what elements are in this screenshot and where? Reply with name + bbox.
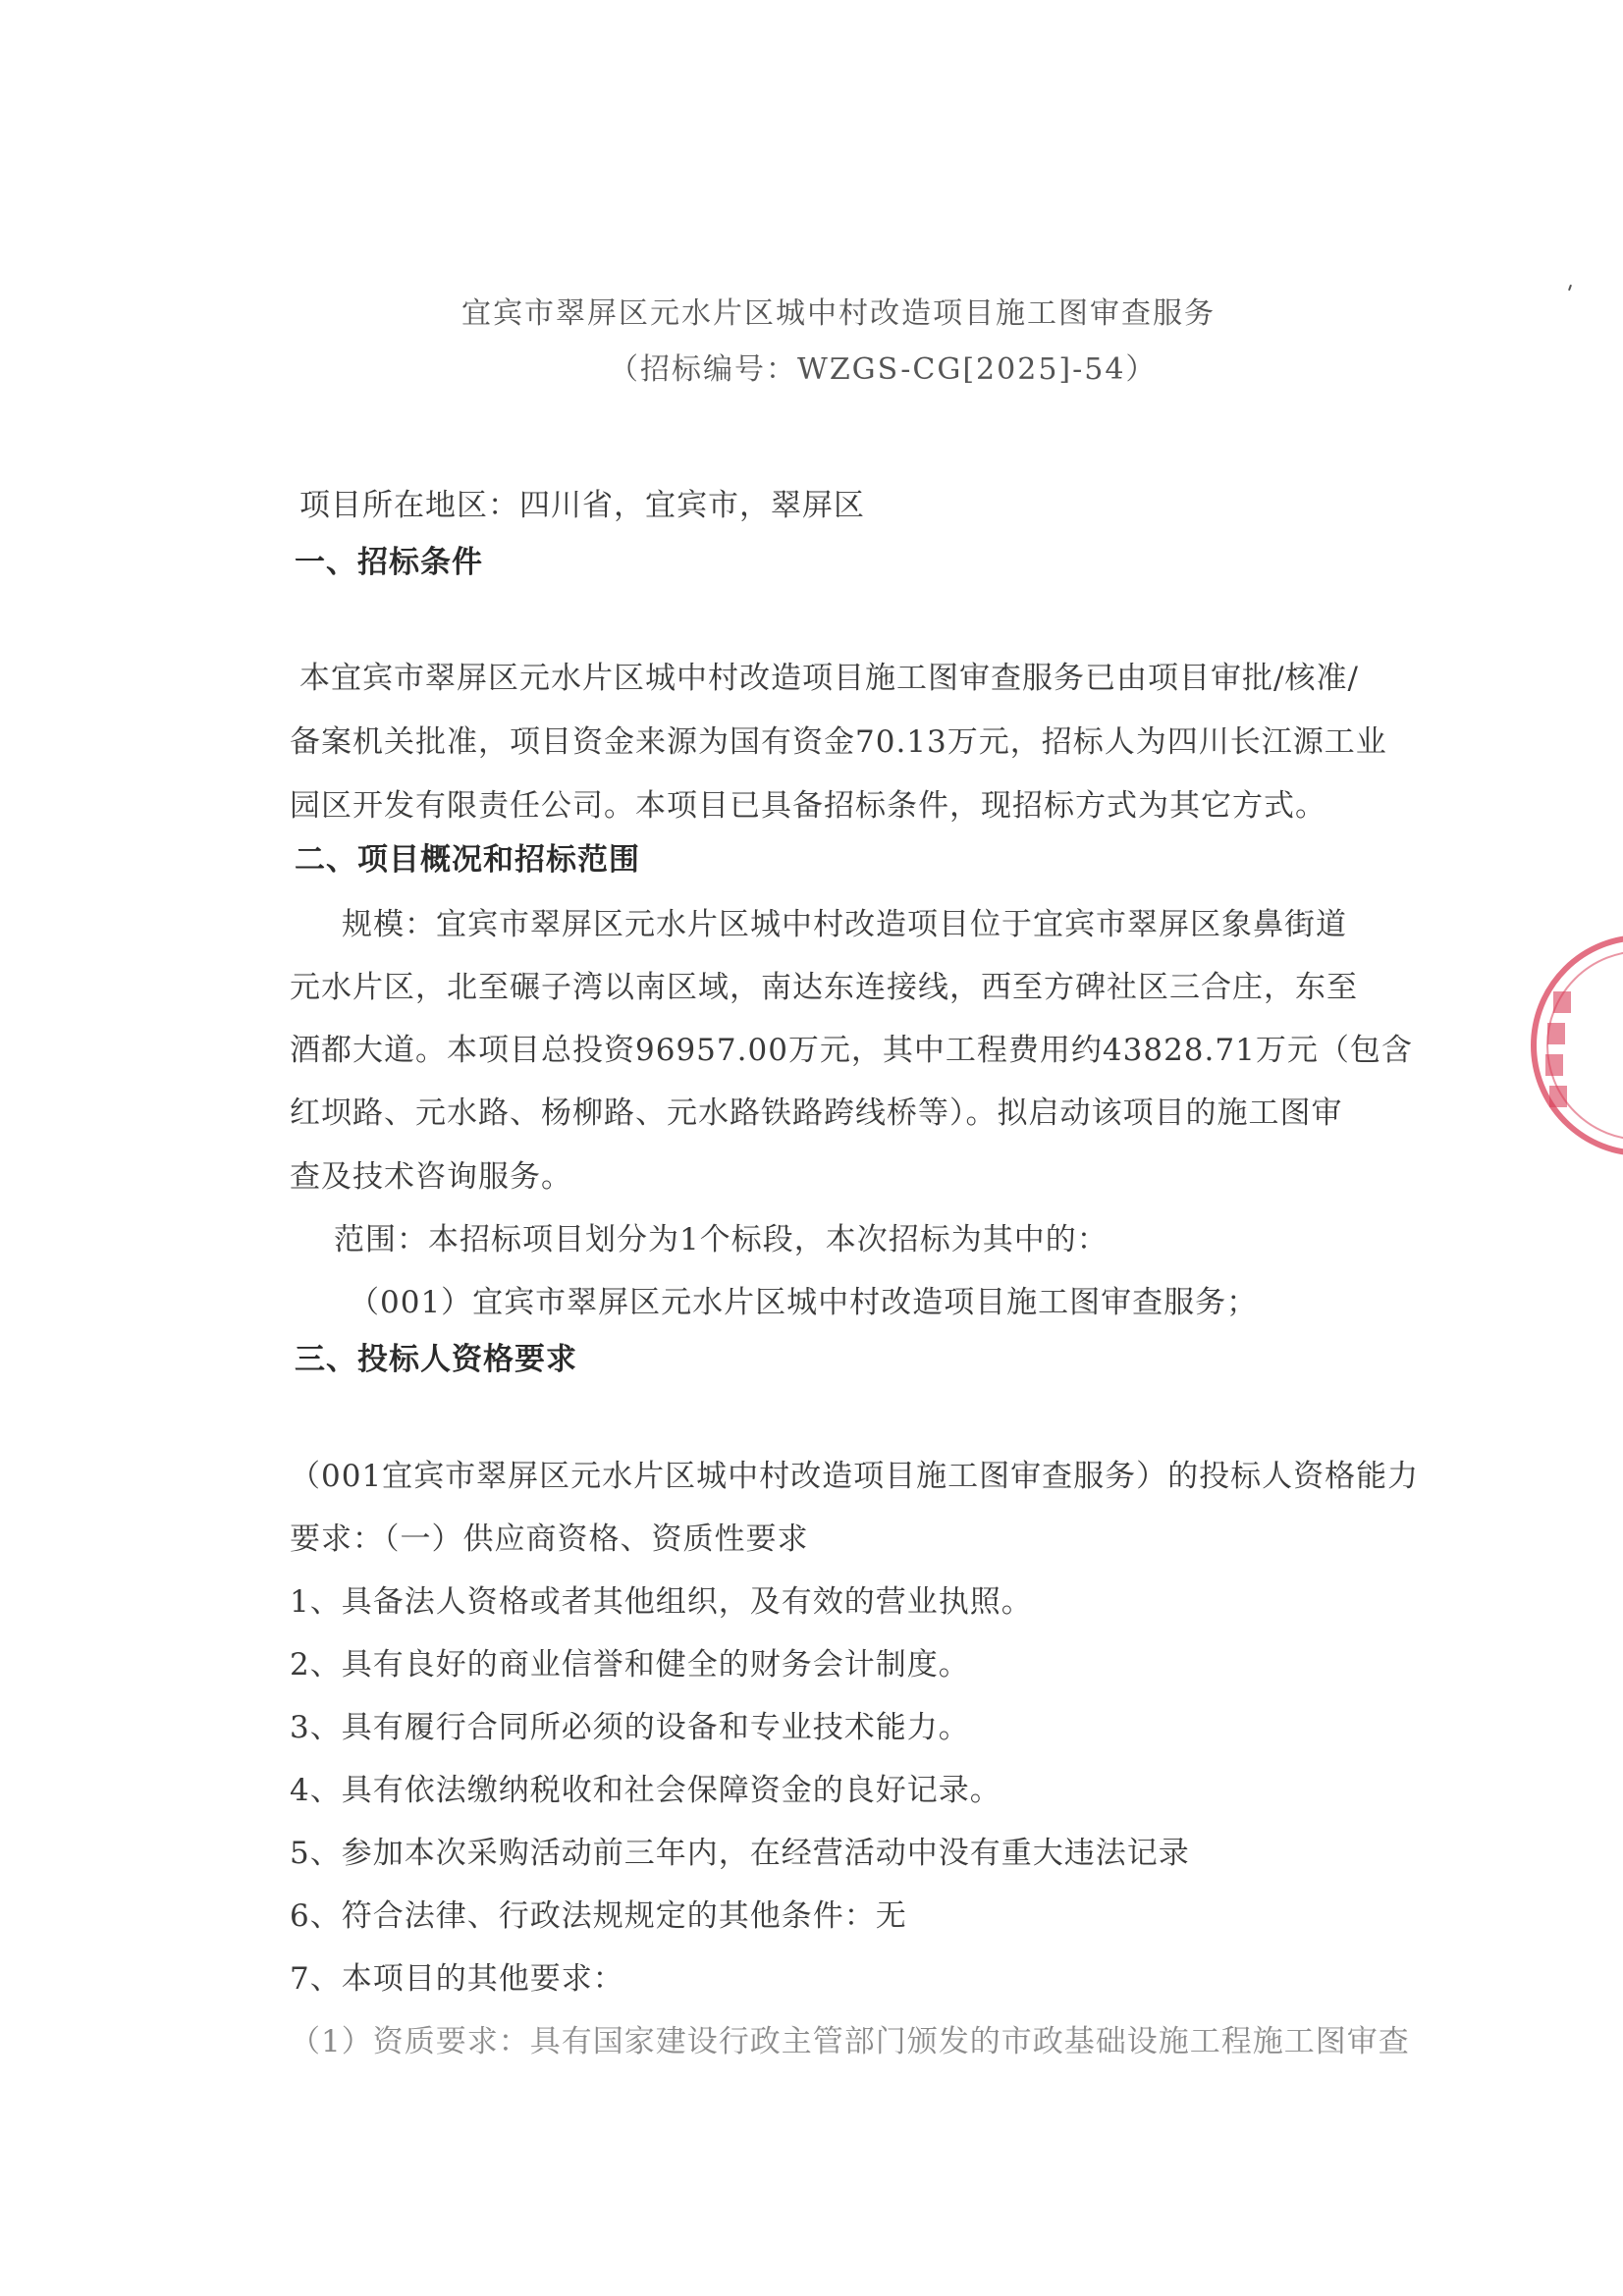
- qualification-item: 1、具备法人资格或者其他组织，及有效的营业执照。: [290, 1584, 1033, 1620]
- scale-line: 元水片区，北至碾子湾以南区域，南达东连接线，西至方碑社区三合庄，东至: [290, 970, 1358, 1005]
- qualification-intro: （001宜宾市翠屏区元水片区城中村改造项目施工图审查服务）的投标人资格能力: [290, 1459, 1420, 1494]
- red-seal-stamp: [1514, 923, 1623, 1168]
- section-1-line: 园区开发有限责任公司。本项目已具备招标条件，现招标方式为其它方式。: [290, 788, 1326, 824]
- section-1-heading: 一、招标条件: [295, 545, 483, 580]
- section-1-line: 本宜宾市翠屏区元水片区城中村改造项目施工图审查服务已由项目审批/核准/: [299, 661, 1359, 696]
- project-region: 项目所在地区：四川省，宜宾市，翠屏区: [299, 488, 865, 523]
- qualification-item: 5、参加本次采购活动前三年内，在经营活动中没有重大违法记录: [290, 1836, 1190, 1871]
- qualification-item: 4、具有依法缴纳税收和社会保障资金的良好记录。: [290, 1773, 1001, 1808]
- qualification-intro: 要求：（一）供应商资格、资质性要求: [290, 1522, 809, 1557]
- section-3-heading: 三、投标人资格要求: [295, 1342, 577, 1377]
- qualification-item: 7、本项目的其他要求：: [290, 1961, 624, 1997]
- scale-line: 查及技术咨询服务。: [290, 1159, 572, 1195]
- lot-line: （001）宜宾市翠屏区元水片区城中村改造项目施工图审查服务；: [349, 1285, 1259, 1320]
- qualification-detail: （1）资质要求：具有国家建设行政主管部门颁发的市政基础设施工程施工图审查: [290, 2024, 1410, 2059]
- qualification-item: 2、具有良好的商业信誉和健全的财务会计制度。: [290, 1647, 970, 1682]
- scale-line: 酒都大道。本项目总投资96957.00万元，其中工程费用约43828.71万元（包含: [290, 1033, 1413, 1068]
- scale-line: 规模：宜宾市翠屏区元水片区城中村改造项目位于宜宾市翠屏区象鼻街道: [342, 907, 1347, 942]
- qualification-item: 6、符合法律、行政法规规定的其他条件：无: [290, 1898, 907, 1934]
- section-2-heading: 二、项目概况和招标范围: [295, 842, 640, 878]
- bid-number: （招标编号：WZGS-CG[2025]-54）: [609, 352, 1158, 387]
- section-1-line: 备案机关批准，项目资金来源为国有资金70.13万元，招标人为四川长江源工业: [290, 724, 1387, 760]
- document-title: 宜宾市翠屏区元水片区城中村改造项目施工图审查服务: [461, 296, 1216, 331]
- qualification-item: 3、具有履行合同所必须的设备和专业技术能力。: [290, 1710, 970, 1745]
- scan-mark: [1568, 285, 1572, 291]
- scale-line: 红坝路、元水路、杨柳路、元水路铁路跨线桥等）。拟启动该项目的施工图审: [290, 1095, 1343, 1131]
- scope-line: 范围：本招标项目划分为1个标段，本次招标为其中的：: [334, 1222, 1109, 1257]
